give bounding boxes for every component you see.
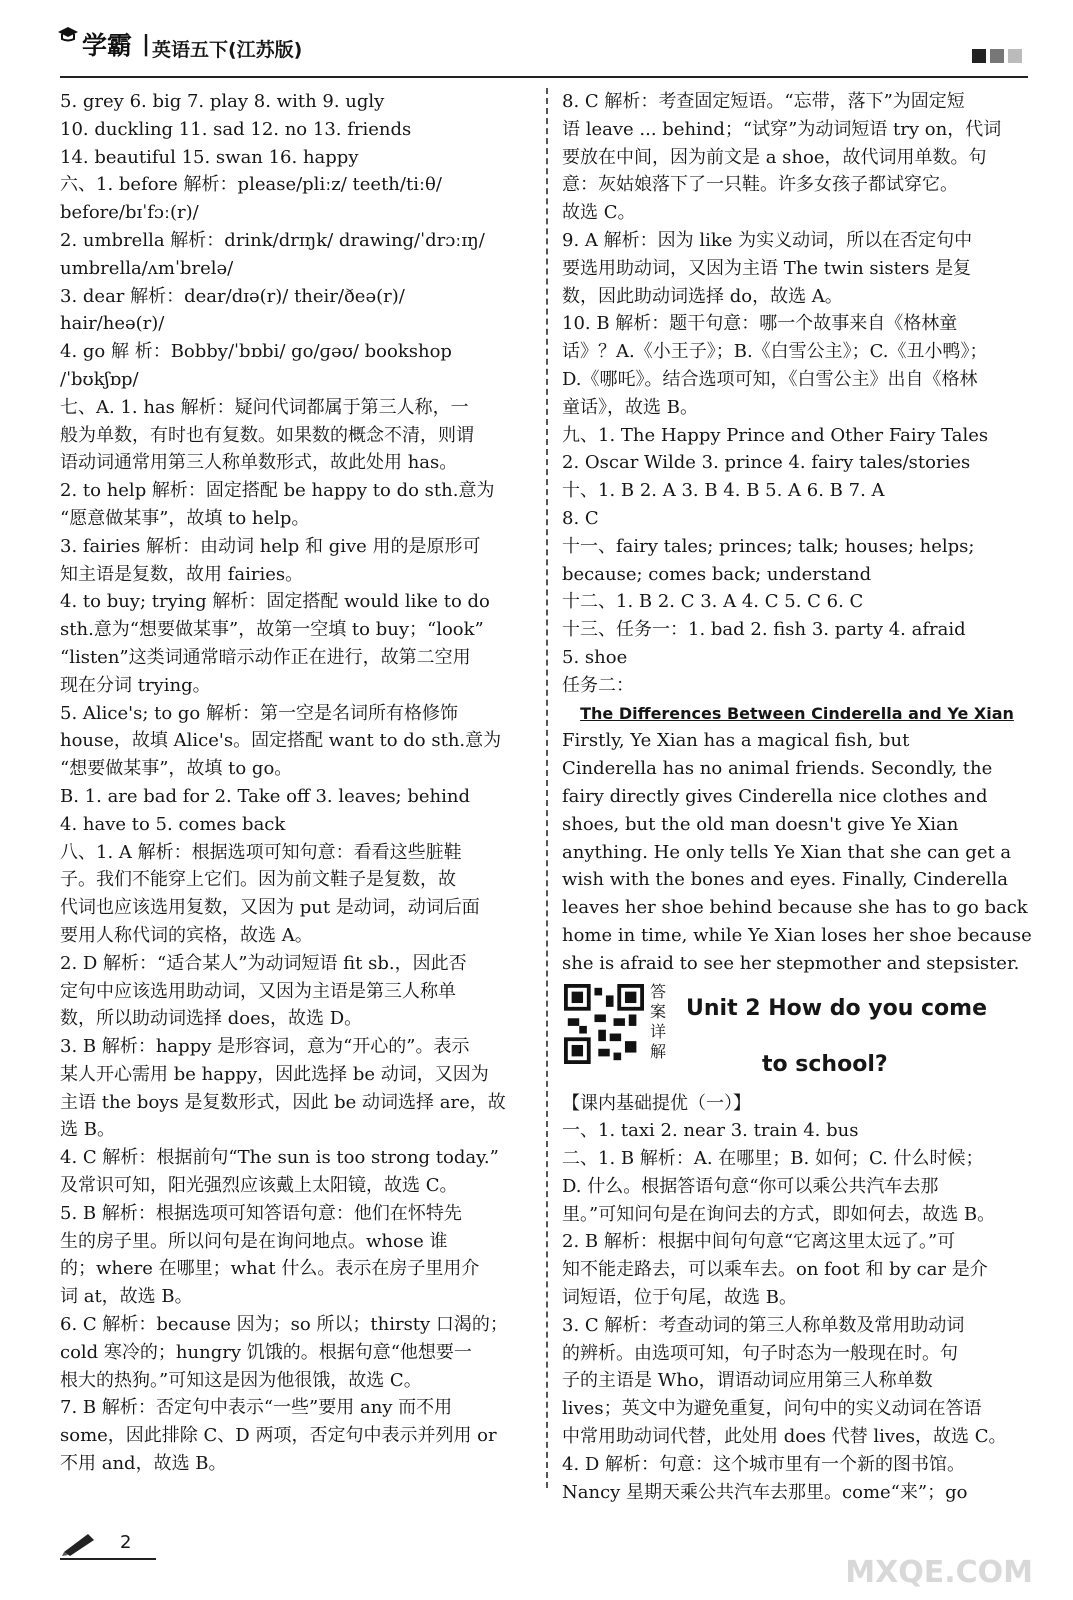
answer-line: 十、1. B 2. A 3. B 4. B 5. A 6. B 7. A [562, 480, 885, 502]
answer-line: 要用人称代词的宾格，故选 A。 [60, 924, 313, 946]
answer-line: 十二、1. B 2. C 3. A 4. C 5. C 6. C [562, 591, 864, 613]
answer-line: 不用 and，故选 B。 [60, 1453, 227, 1475]
answer-line: 子。我们不能穿上它们。因为前文鞋子是复数，故 [60, 869, 456, 891]
answer-line: 故选 C。 [562, 202, 636, 224]
essay-line: leaves her shoe behind because she has to go back [562, 897, 1028, 919]
answer-line: 六、1. before 解析：please/pliːz/ teeth/tiːθ/ [60, 174, 442, 196]
answer-line: Nancy 星期天乘公共汽车去那里。come“来”；go [562, 1481, 968, 1503]
page-footer [60, 1530, 160, 1560]
answer-line: 根大的热狗。”可知这是因为他很饿，故选 C。 [60, 1369, 422, 1391]
watermark: MXQE.COM [845, 1555, 1033, 1590]
essay-line: Cinderella has no animal friends. Secondly, the [562, 758, 993, 780]
answer-line: 里。”可知问句是在询问去的方式，即如何去，故选 B。 [562, 1203, 996, 1225]
answer-line: 词短语，位于句尾，故选 B。 [562, 1287, 797, 1309]
qr-label: 答案详解 [650, 981, 667, 1061]
answer-line: 定句中应该选用助动词，又因为主语是第三人称单 [60, 980, 456, 1002]
answer-line: 3. B 解析：happy 是形容词，意为“开心的”。表示 [60, 1036, 470, 1058]
answer-line: 3. fairies 解析：由动词 help 和 give 用的是原形可 [60, 535, 481, 557]
unit-title-line1: Unit 2 How do you come [686, 995, 988, 1021]
answer-line: 八、1. A 解析：根据选项可知句意：看看这些脏鞋 [60, 841, 462, 863]
essay-line: shoes, but the old man doesn't give Ye Xian [562, 813, 959, 835]
answer-line: 5. shoe [562, 646, 628, 668]
answer-line: 9. A 解析：因为 like 为实义动词，所以在否定句中 [562, 229, 973, 251]
header-separator: | [142, 32, 151, 57]
answer-line: umbrella/ʌmˈbrelə/ [60, 257, 234, 279]
essay-line: fairy directly gives Cinderella nice clothes and [562, 785, 988, 807]
answer-line: “愿意做某事”，故填 to help。 [60, 507, 310, 529]
answer-line: /ˈbʊkʃɒp/ [60, 368, 139, 390]
answer-line: 意：灰姑娘落下了一只鞋。许多女孩子都试穿它。 [562, 174, 958, 196]
answer-line: 话》？A.《小王子》；B.《白雪公主》；C.《丑小鸭》； [562, 341, 988, 363]
answer-line: 2. Oscar Wilde 3. prince 4. fairy tales/stories [562, 452, 971, 474]
answer-line: 子的主语是 Who，谓语动词应用第三人称单数 [562, 1370, 933, 1392]
answer-line: 3. dear 解析：dear/dɪə(r)/ their/ðeə(r)/ [60, 285, 405, 307]
answer-line: 2. umbrella 解析：drink/drɪŋk/ drawing/ˈdrɔːɪŋ/ [60, 229, 485, 251]
header-squares-decoration [968, 48, 1022, 67]
essay-line: she is afraid to see her stepmother and stepsister. [562, 952, 1020, 974]
answer-line: 数，所以助动词选择 does，故选 D。 [60, 1008, 363, 1030]
answer-line: 任务二： [562, 674, 634, 696]
answer-line: some，因此排除 C、D 两项，否定句中表示并列用 or [60, 1425, 497, 1447]
answer-line: house，故填 Alice's。固定搭配 want to do sth.意为 [60, 730, 502, 752]
answer-line: 的辨析。由选项可知，句子时态为一般现在时。句 [562, 1342, 958, 1364]
answer-line: 主语 the boys 是复数形式，因此 be 动词选择 are，故 [60, 1091, 506, 1113]
answer-line: 二、1. B 解析：A. 在哪里；B. 如何；C. 什么时候； [562, 1148, 984, 1170]
answer-line: 8. C 解析：考查固定短语。“忘带，落下”为固定短 [562, 91, 965, 112]
answer-line: 语 leave ... behind；“试穿”为动词短语 try on，代词 [562, 118, 1002, 140]
answer-line: 4. go 解 析：Bobby/ˈbɒbi/ go/ɡəʊ/ bookshop [60, 341, 452, 363]
brand-logo [68, 26, 132, 62]
answer-line: 的；where 在哪里；what 什么。表示在房子里用介 [60, 1258, 480, 1280]
answer-line: 十一、fairy tales; princes; talk; houses; helps; [562, 535, 975, 557]
answer-line: because; comes back; understand [562, 563, 872, 585]
logo-text: 学霸 [82, 31, 133, 60]
answer-line: 14. beautiful 15. swan 16. happy [60, 146, 359, 168]
answer-line: 5. Alice's; to go 解析：第一空是名词所有格修饰 [60, 702, 458, 724]
answer-line: 童话》，故选 B。 [562, 396, 698, 418]
qr-code-icon [564, 984, 644, 1064]
answer-line: 某人开心需用 be happy，因此选择 be 动词，又因为 [60, 1063, 489, 1085]
answer-line: “想要做某事”，故填 to go。 [60, 758, 293, 780]
answer-line: 【课内基础提优（一）】 [562, 1092, 751, 1114]
answer-line: D. 什么。根据答语句意“你可以乘公共汽车去那 [562, 1175, 939, 1197]
answer-line: lives；英文中为避免重复，问句中的实义动词在答语 [562, 1398, 982, 1420]
answer-line: 5. grey 6. big 7. play 8. with 9. ugly [60, 91, 385, 112]
column-divider [546, 88, 548, 1488]
answer-line: 10. duckling 11. sad 12. no 13. friends [60, 118, 412, 140]
answer-line: 7. B 解析：否定句中表示“一些”要用 any 而不用 [60, 1397, 453, 1419]
answer-line: 10. B 解析：题干句意：哪一个故事来自《格林童 [562, 313, 958, 335]
answer-line: 5. B 解析：根据选项可知答语句意：他们在怀特先 [60, 1202, 462, 1224]
answer-line: sth.意为“想要做某事”，故第一空填 to buy；“look” [60, 619, 484, 641]
unit-heading [562, 978, 1032, 1090]
answer-line: 要放在中间，因为前文是 a shoe，故代词用单数。句 [562, 146, 987, 168]
answer-line: 知主语是复数，故用 fairies。 [60, 563, 304, 585]
answer-line: 中常用助动词代替，此处用 does 代替 lives，故选 C。 [562, 1426, 1007, 1448]
answer-line: B. 1. are bad for 2. Take off 3. leaves; behind [60, 785, 470, 807]
answer-line: 4. have to 5. comes back [60, 813, 286, 835]
answer-line: 选 B。 [60, 1119, 115, 1141]
pencil-icon [60, 1530, 100, 1556]
answer-line: 8. C [562, 507, 599, 529]
answer-line: before/bɪˈfɔː(r)/ [60, 202, 199, 224]
essay-title: The Differences Between Cinderella and Ye Xian [580, 703, 1014, 723]
answer-line: 及常识可知，阳光强烈应该戴上太阳镜，故选 C。 [60, 1175, 458, 1197]
answer-line: 4. D 解析：句意：这个城市里有一个新的图书馆。 [562, 1453, 966, 1475]
page-number: 2 [120, 1532, 132, 1553]
graduation-cap-icon [56, 24, 80, 44]
essay-line: wish with the bones and eyes. Finally, Cinderella [562, 869, 1009, 891]
answer-line: 2. B 解析：根据中间句句意“它离这里太远了。”可 [562, 1231, 956, 1253]
essay-body [562, 727, 1032, 977]
book-title: 英语五下(江苏版) [152, 39, 303, 61]
answer-line: “listen”这类词通常暗示动作正在进行，故第二空用 [60, 646, 471, 668]
page-header [60, 20, 1028, 78]
answer-line: 语动词通常用第三人称单数形式，故此处用 has。 [60, 452, 458, 474]
answer-line: 生的房子里。所以问句是在询问地点。whose 谁 [60, 1230, 448, 1252]
answer-line: 九、1. The Happy Prince and Other Fairy Tales [562, 424, 989, 446]
essay-line: home in time, while Ye Xian loses her shoe because [562, 924, 1032, 946]
right-answers-top [562, 88, 1032, 700]
right-answers-bottom [562, 1090, 1032, 1507]
footer-rule [60, 1558, 156, 1560]
right-column [562, 88, 1032, 1506]
essay-line: Firstly, Ye Xian has a magical fish, but [562, 730, 910, 752]
answer-line: 知不能走路去，可以乘车去。on foot 和 by car 是介 [562, 1259, 988, 1281]
answer-line: 一、1. taxi 2. near 3. train 4. bus [562, 1120, 859, 1142]
essay-line: anything. He only tells Ye Xian that she can get a [562, 841, 1012, 863]
answer-line: 现在分词 trying。 [60, 674, 211, 696]
answer-line: cold 寒冷的；hungry 饥饿的。根据句意“他想要一 [60, 1341, 472, 1363]
answer-line: 2. to help 解析：固定搭配 be happy to do sth.意为 [60, 480, 495, 502]
answer-line: D.《哪吒》。结合选项可知，《白雪公主》出自《格林 [562, 368, 978, 390]
answer-line: 词 at，故选 B。 [60, 1286, 193, 1308]
answer-line: hair/heə(r)/ [60, 313, 165, 335]
answer-line: 代词也应该选用复数，又因为 put 是动词，动词后面 [60, 897, 480, 919]
answer-line: 般为单数，有时也有复数。如果数的概念不清，则谓 [60, 424, 474, 446]
answer-line: 2. D 解析：“适合某人”为动词短语 fit sb.，因此否 [60, 952, 467, 974]
unit-title-line2: to school? [762, 1051, 888, 1077]
answer-line: 4. to buy; trying 解析：固定搭配 would like to do [60, 591, 490, 613]
answer-line: 6. C 解析：because 因为；so 所以；thirsty 口渴的； [60, 1314, 508, 1336]
answer-line: 数，因此助动词选择 do，故选 A。 [562, 285, 843, 307]
answer-line: 七、A. 1. has 解析：疑问代词都属于第三人称，一 [60, 396, 469, 418]
answer-line: 要选用助动词，又因为主语 The twin sisters 是复 [562, 257, 972, 279]
answer-line: 3. C 解析：考查动词的第三人称单数及常用助动词 [562, 1314, 965, 1336]
answer-line: 十三、任务一：1. bad 2. fish 3. party 4. afraid [562, 619, 966, 641]
answer-line: 4. C 解析：根据前句“The sun is too strong today.” [60, 1147, 499, 1169]
left-column [60, 88, 538, 1478]
